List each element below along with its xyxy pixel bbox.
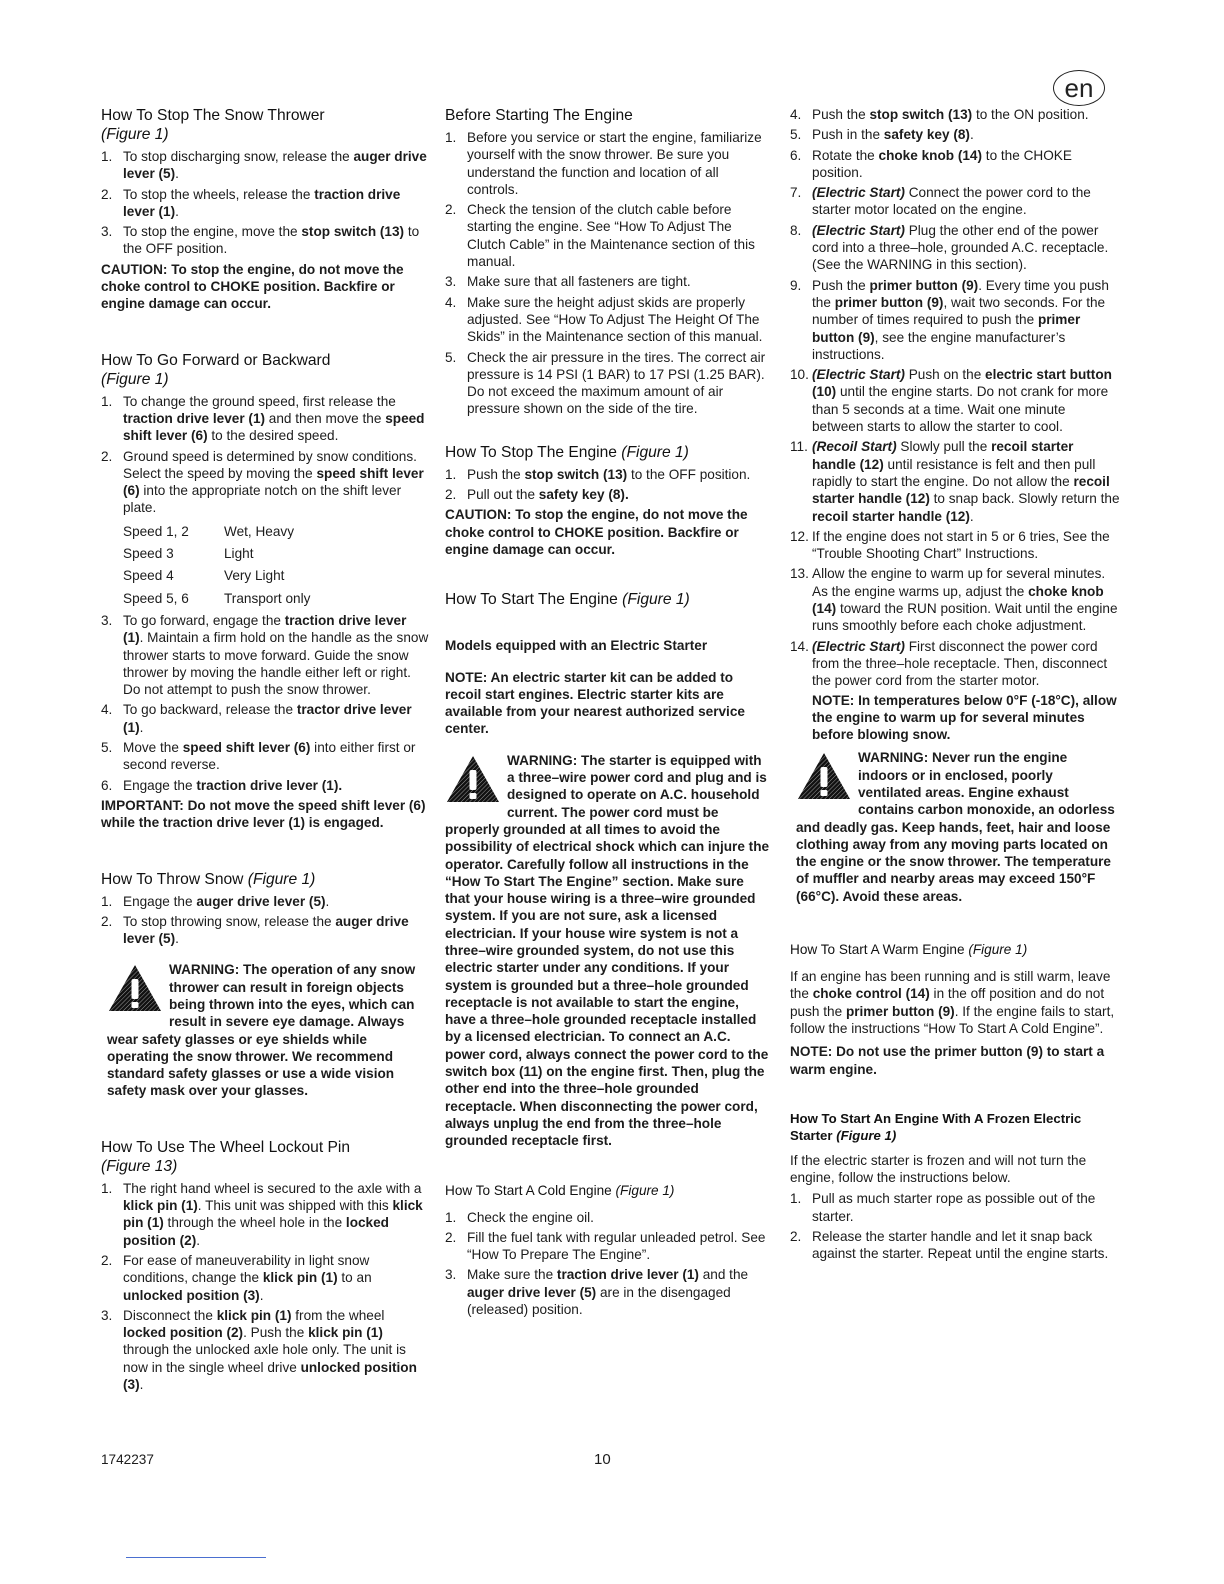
note-text: NOTE: An electric starter kit can be added to recoil start engines. Electric starter kits are available from your nearest authorized service center.	[445, 669, 745, 737]
list-item: 12. If the engine does not start in 5 or 6 tries, See the “Trouble Shooting Chart” Instructions.	[790, 528, 1110, 562]
column-right	[790, 106, 1120, 1266]
column-middle	[445, 106, 771, 1321]
list-item: 2. Release the starter handle and let it snap back against the starter. Repeat until the engine starts.	[790, 1229, 1109, 1262]
section-title: How To Start A Cold Engine (Figure 1)	[445, 1182, 675, 1198]
section-frozen-starter	[790, 1110, 1120, 1263]
section-title: How To Use The Wheel Lockout Pin (Figure 13)	[101, 1138, 351, 1175]
steps-list	[790, 1190, 1120, 1262]
list-item: 3. Make sure that all fasteners are tight.	[445, 274, 691, 290]
note-text: NOTE: In temperatures below 0°F (-18°C), allow the engine to warm up for several minutes before blowing snow.	[812, 692, 1117, 743]
models-heading: Models equipped with an Electric Starter	[445, 638, 708, 654]
list-item: 1. Pull as much starter rope as possible out of the starter.	[790, 1191, 1096, 1224]
speed-row: Speed 1, 2 Wet, Heavy	[123, 523, 295, 539]
list-item: 9. Push the primer button (9). Every time you push the primer button (9), wait two seconds. For the number of times required to push the primer button (9), see the engine manufacturer’s instructions.	[790, 277, 1109, 362]
list-item: 5. Move the speed shift lever (6) into either first or second reverse.	[101, 740, 416, 773]
column-left	[101, 106, 429, 1396]
warning-block: WARNING: The operation of any snow thrower can result in foreign objects being thrown into the eyes, which can result in severe eye damage. Always wear safety glasses or eye shields while operating the snow thrower. We recommend standard safety glasses or use a wide vision safety mask over your glasses.	[107, 962, 416, 1099]
steps-list	[101, 393, 429, 794]
footer-divider	[126, 1557, 266, 1558]
section-title: How To Stop The Snow Thrower (Figure 1)	[101, 107, 325, 143]
speed-row: Speed 5, 6 Transport only	[123, 590, 311, 606]
warning-triangle-icon	[445, 754, 501, 804]
important-text: IMPORTANT: Do not move the speed shift lever (6) while the traction drive lever (1) is engaged.	[101, 797, 426, 831]
list-item: 1. Engage the auger drive lever (5).	[101, 893, 330, 909]
list-item: 5. Check the air pressure in the tires. The correct air pressure is 14 PSI (1 BAR) to 17 PSI (1.25 BAR). Do not exceed the maximum amount of air pressure shown on the side of the tire.	[445, 349, 766, 417]
warning-block: WARNING: The starter is equipped with a three–wire power cord and plug and is designed to operate on A.C. household current. The power cord must be properly grounded at all times to avoid the possibility of electrical shock which can injure the operator. Carefully follow all instructions in the “How To Start The Engine” section. Make sure that your house wiring is a three–wire grounded system. If you are not sure, ask a licensed electrician. If your house wire system is not a three–wire grounded system, do not use this electric starter under any conditions. If your system is grounded but a three–hole grounded receptacle is not available to start the engine, have a three–hole grounded receptacle installed by a licensed electrician. To connect an A.C. power cord, always connect the power cord to the switch box (11) on the engine first. Then, plug the other end into the three–hole grounded receptacle. When disconnecting the power cord, always unplug the end from the three–hole grounded receptacle first.	[445, 752, 770, 1149]
list-item: 6. Rotate the choke knob (14) to the CHOKE position.	[790, 147, 1072, 180]
list-item: 1. Before you service or start the engine, familiarize yourself with the snow thrower. Be sure you understand the function and location of all controls.	[445, 130, 762, 197]
warning-triangle-icon	[107, 963, 163, 1013]
list-item: 2. Check the tension of the clutch cable before starting the engine. See “How To Adjust The Clutch Cable” in the Maintenance section of this manual.	[445, 202, 755, 270]
section-title: How To Throw Snow (Figure 1)	[101, 870, 316, 888]
list-item: 3. To stop the engine, move the stop switch (13) to the OFF position.	[101, 224, 420, 257]
document-number: 1742237	[101, 1452, 154, 1467]
list-item: 6. Engage the traction drive lever (1).	[101, 777, 343, 793]
section-title: How To Start A Warm Engine (Figure 1)	[790, 942, 1028, 958]
section-start-engine	[445, 590, 771, 1149]
list-item: 1. The right hand wheel is secured to the axle with a klick pin (1). This unit was shipped with this klick pin (1) through the wheel hole in the locked position (2).	[101, 1180, 423, 1248]
list-item: 3. Disconnect the klick pin (1) from the wheel locked position (2). Push the klick pin (1) through the unlocked axle hole only. The unit is now in the single wheel drive unlocked position (3).	[101, 1307, 417, 1393]
list-item: 3. To go forward, engage the traction drive lever (1). Maintain a firm hold on the handle as the snow thrower starts to move forward. Guide the snow thrower by moving the handle either left or right. Do not attempt to push the snow thrower.	[101, 612, 429, 698]
list-item: 1. Check the engine oil.	[445, 1209, 594, 1225]
list-item: 2. Ground speed is determined by snow conditions. Select the speed by moving the speed shift lever (6) into the appropriate notch on the shift lever plate. Speed 1, 2 Wet, Heavy Speed 3 Light Speed 4 Very Light Speed 5, 6 Transport only	[101, 448, 429, 607]
list-item: 4. Push the stop switch (13) to the ON position.	[790, 107, 1089, 122]
speed-table	[123, 523, 429, 607]
list-item: 2. To stop throwing snow, release the auger drive lever (5).	[101, 913, 409, 947]
list-item: 2. Fill the fuel tank with regular unleaded petrol. See “How To Prepare The Engine”.	[445, 1229, 766, 1263]
list-item: 13. Allow the engine to warm up for several minutes. As the engine warms up, adjust the choke knob (14) toward the RUN position. Wait until the engine runs smoothly before each choke adjustment.	[790, 566, 1118, 634]
warning-block: WARNING: Never run the engine indoors or in enclosed, poorly ventilated areas. Engine exhaust contains carbon monoxide, an odorless and deadly gas. Keep hands, feet, hair and loose clothing away from any moving parts located on the engine or the snow thrower. The temperature of muffler and nearby areas may exceed 150°F (66°C). Avoid these areas.	[796, 750, 1115, 904]
section-stop-engine	[445, 443, 771, 558]
note-text: NOTE: Do not use the primer button (9) to start a warm engine.	[790, 1044, 1105, 1077]
section-title: How To Start An Engine With A Frozen Electric Starter (Figure 1)	[790, 1110, 1082, 1143]
list-item: 7. (Electric Start) Connect the power cord to the starter motor located on the engine.	[790, 185, 1091, 218]
warning-triangle-icon	[796, 751, 852, 801]
paragraph: If the electric starter is frozen and will not turn the engine, follow the instructions below.	[790, 1152, 1087, 1186]
list-item: 2. Pull out the safety key (8).	[445, 487, 629, 503]
list-item: 1. To change the ground speed, first release the traction drive lever (1) and then move the speed shift lever (6) to the desired speed.	[101, 393, 425, 444]
list-item: 14. (Electric Start) First disconnect the power cord from the three–hole receptacle. Then, disconnect the power cord from the starter motor. NOTE: In temperatures below 0°F (-18°C), allow the engine to warm up for several minutes before blowing snow.	[790, 638, 1120, 744]
steps-list	[101, 1180, 429, 1394]
steps-list	[101, 148, 429, 258]
section-stop-snow-thrower	[101, 106, 429, 313]
section-title: How To Stop The Engine (Figure 1)	[445, 443, 689, 461]
caution-text: CAUTION: To stop the engine, do not move the choke control to CHOKE position. Backfire or engine damage can occur.	[101, 261, 404, 312]
steps-list	[445, 1209, 771, 1319]
section-title: Before Starting The Engine	[445, 107, 633, 124]
section-title: How To Go Forward or Backward (Figure 1)	[101, 351, 331, 388]
list-item: 5. Push in the safety key (8).	[790, 127, 974, 143]
list-item: 1. To stop discharging snow, release the auger drive lever (5).	[101, 149, 427, 182]
section-cold-engine	[445, 1182, 771, 1319]
steps-list-continued	[790, 106, 1120, 743]
steps-list	[101, 893, 429, 948]
section-wheel-lockout-pin	[101, 1138, 429, 1394]
list-item: 2. To stop the wheels, release the traction drive lever (1).	[101, 186, 401, 219]
page-number: 10	[594, 1451, 611, 1468]
list-item: 3. Make sure the traction drive lever (1) and the auger drive lever (5) are in the disengaged (released) position.	[445, 1267, 749, 1318]
list-item: 2. For ease of maneuverability in light snow conditions, change the klick pin (1) to an unlocked position (3).	[101, 1252, 372, 1303]
language-badge: en	[1053, 70, 1105, 106]
section-forward-backward	[101, 351, 429, 832]
paragraph: If an engine has been running and is still warm, leave the choke control (14) in the off position and do not push the primer button (9). If the engine fails to start, follow the instructions “How To Start A Cold Engine”.	[790, 969, 1115, 1036]
section-warm-engine	[790, 941, 1120, 1078]
caution-text: CAUTION: To stop the engine, do not move the choke control to CHOKE position. Backfire or engine damage can occur.	[445, 507, 748, 557]
steps-list	[445, 129, 771, 418]
speed-row: Speed 4 Very Light	[123, 568, 285, 584]
list-item: 4. Make sure the height adjust skids are properly adjusted. See “How To Adjust The Height Of The Skids” in the Maintenance section of this manual.	[445, 294, 763, 345]
list-item: 4. To go backward, release the tractor drive lever (1).	[101, 702, 412, 735]
list-item: 1. Push the stop switch (13) to the OFF position.	[445, 466, 751, 482]
section-throw-snow	[101, 870, 429, 1100]
section-title: How To Start The Engine (Figure 1)	[445, 591, 690, 609]
list-item: 8. (Electric Start) Plug the other end of the power cord into a three–hole, grounded A.C. receptacle. (See the WARNING in this section).	[790, 222, 1109, 273]
steps-list	[445, 466, 771, 504]
section-before-starting	[445, 106, 771, 418]
list-item: 10. (Electric Start) Push on the electric start button (10) until the engine starts. Do not crank for more than 5 seconds at a time. Wait one minute between starts to allow the starter to cool.	[790, 367, 1112, 435]
speed-row: Speed 3 Light	[123, 546, 254, 562]
list-item: 11. (Recoil Start) Slowly pull the recoil starter handle (12) until resistance is felt and then pull rapidly to start the engine. Do not allow the recoil starter handle (12) to snap back. Slowly return the recoil starter handle (12).	[790, 439, 1120, 524]
